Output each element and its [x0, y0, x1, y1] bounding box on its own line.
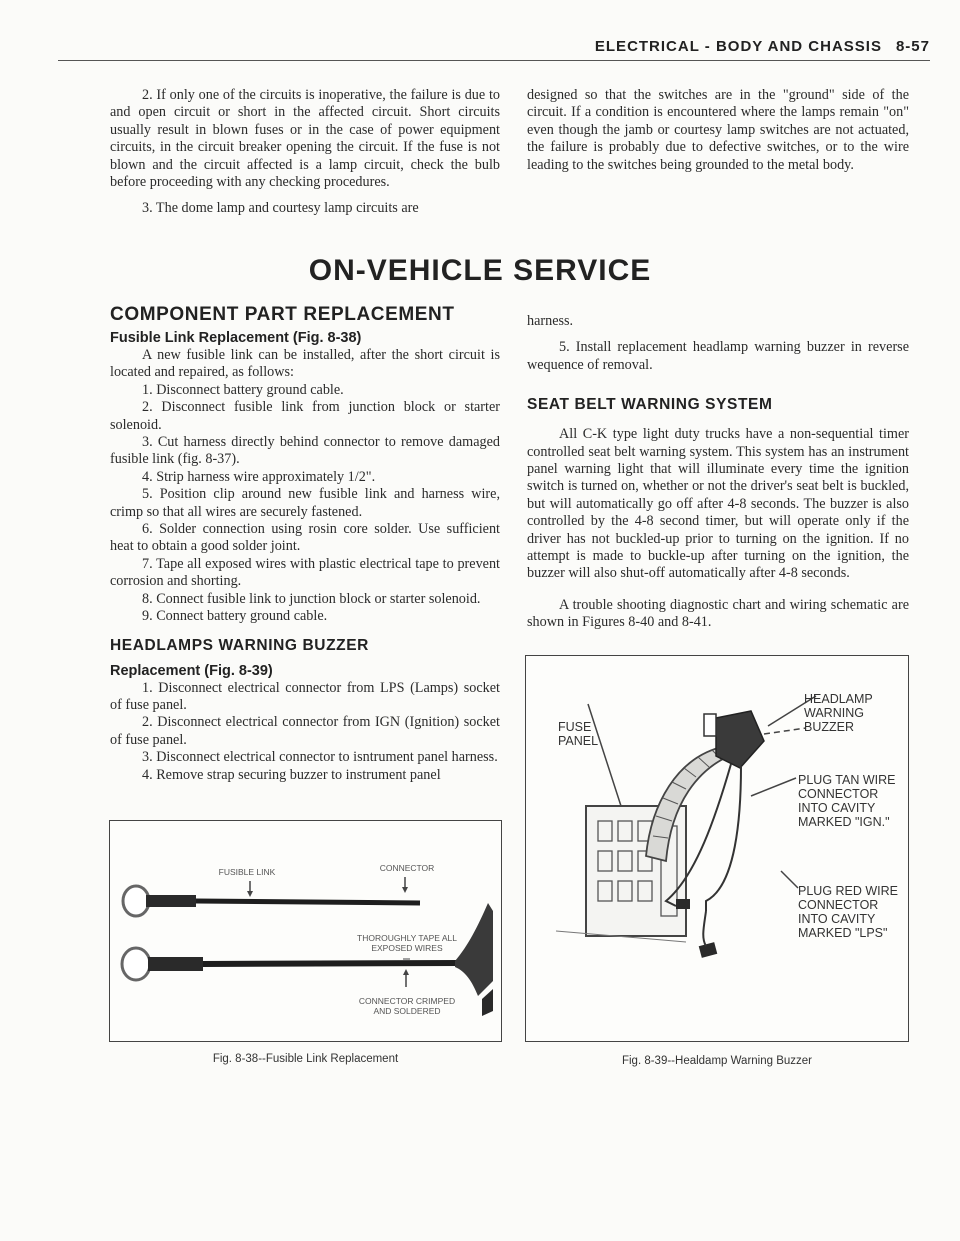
ring-terminal-lower	[122, 948, 150, 980]
step: 7. Tape all exposed wires with plastic electrical tape to prevent corrosion and shorting.	[110, 555, 500, 590]
section-title: ON-VEHICLE SERVICE	[308, 254, 652, 287]
component-heading: COMPONENT PART REPLACEMENT	[110, 304, 455, 325]
label-headlamp-buzzer	[804, 692, 873, 734]
label-tan-wire	[798, 773, 895, 829]
arrow-head	[403, 969, 409, 975]
label-line: PLUG TAN WIRE	[798, 773, 896, 787]
step: 5. Position clip around new fusible link and harness wire, crimp so that all wires are securely fastened.	[110, 486, 500, 520]
paragraph: 2. If only one of the circuits is inoperative, the failure is due to and open circuit or short in the affected circuit. Short circuits usually result in blown fuses or in the case of power equipment circuits, in the circuit breaker opening the circuit. If the fuse is not blown and the circuit affected is a lamp circuit, check the bulb before proceeding with any checking procedures.	[110, 87, 500, 191]
harness-end	[482, 989, 493, 1016]
step: 2. Disconnect electrical connector from IGN (Ignition) socket of fuse panel.	[110, 714, 500, 748]
label-fusible-link: FUSIBLE LINK	[218, 867, 276, 877]
paragraph: 3. The dome lamp and courtesy lamp circuits are	[142, 200, 419, 217]
label-line: FUSE	[558, 720, 592, 734]
figure-caption: Fig. 8-39--Healdamp Warning Buzzer	[621, 1055, 813, 1067]
red-wire-end	[703, 911, 706, 946]
red-wire-connector	[699, 942, 718, 958]
label-line: CONNECTOR	[798, 898, 879, 912]
headlamps-heading: HEADLAMPS WARNING BUZZER	[110, 636, 369, 654]
tan-wire-connector	[676, 899, 690, 909]
component-section	[110, 304, 500, 784]
terminal-crimp-lower	[148, 957, 203, 971]
step: 3. Disconnect electrical connector to isntrument panel harness.	[142, 749, 498, 766]
replacement-heading: Replacement (Fig. 8-39)	[110, 662, 273, 679]
label-line: CONNECTOR CRIMPED	[358, 996, 456, 1006]
step: 5. Install replacement headlamp warning buzzer in reverse wequence of removal.	[527, 339, 909, 373]
figure-caption: Fig. 8-38--Fusible Link Replacement	[212, 1053, 399, 1065]
label-line: PLUG RED WIRE	[798, 884, 899, 898]
fusible-link-heading: Fusible Link Replacement (Fig. 8-38)	[110, 330, 362, 346]
label-line: WARNING	[804, 706, 864, 720]
fusible-link-wire	[196, 901, 420, 903]
step: 1. Disconnect battery ground cable.	[142, 381, 344, 398]
harness-wire	[203, 963, 460, 964]
paragraph: A new fusible link can be installed, after the short circuit is located and repaired, as follows:	[110, 347, 500, 381]
paragraph: harness.	[527, 313, 574, 329]
page-number: 8-57	[895, 38, 930, 55]
label-line: AND SOLDERED	[373, 1006, 441, 1016]
seatbelt-heading: SEAT BELT WARNING SYSTEM	[527, 396, 773, 414]
page-header	[0, 38, 930, 55]
step: 8. Connect fusible link to junction block or starter solenoid.	[142, 590, 481, 607]
step: 9. Connect battery ground cable.	[142, 608, 328, 625]
intro-left-column	[110, 87, 500, 218]
step: 1. Disconnect electrical connector from LPS (Lamps) socket of fuse panel.	[110, 679, 500, 713]
label-red-wire	[798, 884, 898, 940]
label-line: INTO CAVITY	[798, 912, 876, 926]
label-line: EXPOSED WIRES	[371, 943, 443, 953]
label-line: INTO CAVITY	[798, 801, 876, 815]
leader-line	[751, 778, 796, 796]
label-line: CONNECTOR	[798, 787, 879, 801]
label-tape	[342, 933, 472, 953]
header-rule	[58, 60, 930, 61]
label-connector: CONNECTOR	[379, 863, 435, 873]
label-crimped	[342, 996, 472, 1016]
step: 4. Strip harness wire approximately 1/2".	[142, 468, 376, 485]
arrow-head	[247, 891, 253, 897]
step: 4. Remove strap securing buzzer to instrument panel	[142, 766, 441, 783]
intro-right-column	[527, 87, 909, 174]
buzzer-strap	[704, 714, 716, 736]
wiring-harness	[646, 746, 741, 861]
terminal-crimp-upper	[146, 895, 196, 907]
arrow-head	[402, 887, 408, 893]
figure-warning-buzzer	[525, 655, 909, 1042]
label-line: MARKED "IGN."	[798, 815, 890, 829]
label-line: HEADLAMP	[804, 692, 873, 706]
header-title: ELECTRICAL - BODY AND CHASSIS	[594, 38, 882, 55]
right-column-text	[527, 313, 909, 632]
label-line: THOROUGHLY TAPE ALL	[357, 933, 457, 943]
label-fuse-panel	[558, 720, 598, 748]
step: 6. Solder connection using rosin core solder. Use sufficient heat to obtain a good solder joint.	[110, 521, 500, 555]
warning-buzzer	[716, 711, 764, 768]
step: 2. Disconnect fusible link from junction block or starter solenoid.	[110, 399, 500, 433]
figure-fusible-link	[109, 820, 502, 1042]
label-line: BUZZER	[804, 720, 854, 734]
leader-line	[781, 871, 798, 888]
paragraph: designed so that the switches are in the "ground" side of the circuit. If a condition is encountered where the lamps remain "on" even though the jamb or courtesy lamp switches are not actuated, the failure is probably due to defective switches, or to the wire leading to the switches being grounded to the metal body.	[527, 87, 909, 173]
paragraph: A trouble shooting diagnostic chart and wiring schematic are shown in Figures 8-40 and 8-41.	[527, 596, 909, 631]
label-line: PANEL	[558, 734, 599, 748]
step: 3. Cut harness directly behind connector to remove damaged fusible link (fig. 8-37).	[110, 434, 500, 468]
label-line: MARKED "LPS"	[798, 926, 888, 940]
buzzer-lead	[764, 728, 806, 734]
paragraph: All C-K type light duty trucks have a non-sequential timer controlled seat belt warning system. This system has an instrument panel warning light that will illuminate every time the ignition switch is turned on, whether or not the driver's seat belt is buckled, but will automatically go off after 4-8 seconds. The buzzer is also controlled by the 4-8 second timer, but will operate only if the driver has not buckled-up prior to turning on the ignition. If no attempt is made to buckle-up after turning on the ignition, the buzzer will also shut-off automatically after 4-8 seconds.	[527, 426, 909, 582]
ring-terminal-upper	[123, 886, 149, 916]
